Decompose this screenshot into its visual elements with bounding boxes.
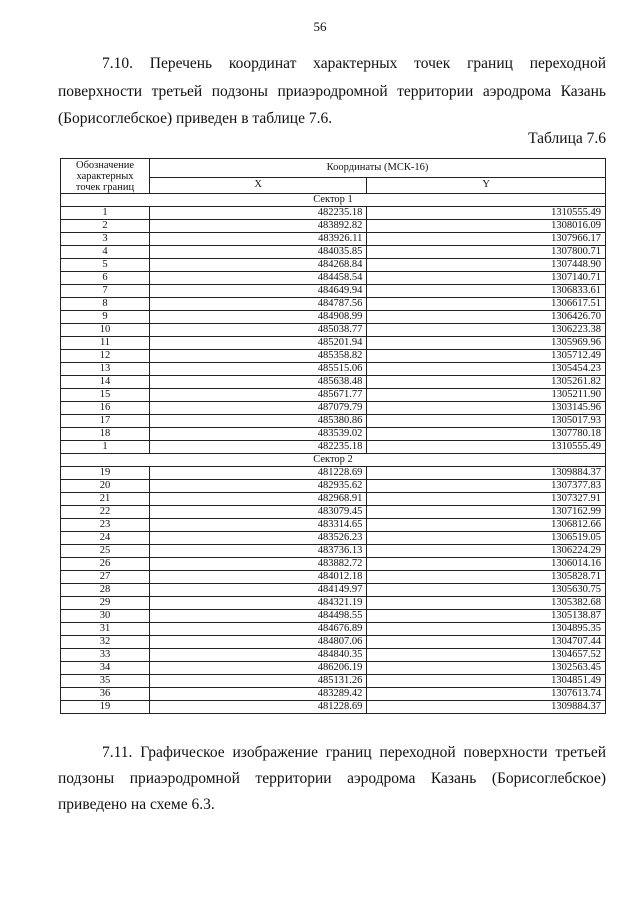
y-coordinate-cell: 1305211.90: [367, 389, 606, 402]
page-number: 56: [313, 19, 327, 34]
point-number-cell: 1: [61, 441, 150, 454]
table-row: [61, 584, 606, 597]
y-coordinate-cell: 1305138.87: [367, 610, 606, 623]
point-number-cell: 31: [61, 623, 150, 636]
y-coordinate-cell: 1307377.83: [367, 480, 606, 493]
x-coordinate-cell: 484268.84: [150, 259, 367, 272]
outro-paragraph: 7.11. Графическое изображение границ переходной поверхности третьей подзоны приаэродромной территории аэродрома Казань (Борисоглебское) приведено на схеме 6.3.: [58, 744, 606, 813]
point-number-cell: 13: [61, 363, 150, 376]
table-row: [61, 532, 606, 545]
sector-title: Сектор 1: [61, 194, 606, 207]
point-number-cell: 3: [61, 233, 150, 246]
intro-paragraph: 7.10. Перечень координат характерных точек границ переходной поверхности третьей подзоны приаэродромной территории аэродрома Казань (Борисоглебское) приведен в таблице 7.6.: [58, 55, 606, 127]
point-number-cell: 22: [61, 506, 150, 519]
point-number-cell: 35: [61, 675, 150, 688]
y-coordinate-cell: 1303145.96: [367, 402, 606, 415]
header-designation: Обозначение характерных точек границ: [61, 159, 150, 194]
point-number-cell: 21: [61, 493, 150, 506]
point-number-cell: 34: [61, 662, 150, 675]
x-coordinate-cell: 487079.79: [150, 402, 367, 415]
y-coordinate-cell: 1302563.45: [367, 662, 606, 675]
point-number-cell: 20: [61, 480, 150, 493]
point-number-cell: 16: [61, 402, 150, 415]
x-coordinate-cell: 484676.89: [150, 623, 367, 636]
table-row: [61, 597, 606, 610]
x-coordinate-cell: 484035.85: [150, 246, 367, 259]
point-number-cell: 30: [61, 610, 150, 623]
point-number-cell: 10: [61, 324, 150, 337]
point-number-cell: 19: [61, 701, 150, 714]
point-number-cell: 19: [61, 467, 150, 480]
table-row: [61, 350, 606, 363]
coordinates-table: [60, 158, 606, 714]
x-coordinate-cell: 485638.48: [150, 376, 367, 389]
table-row: [61, 545, 606, 558]
point-number-cell: 26: [61, 558, 150, 571]
x-coordinate-cell: 484649.94: [150, 285, 367, 298]
x-coordinate-cell: 485515.06: [150, 363, 367, 376]
table-row: [61, 233, 606, 246]
x-coordinate-cell: 485038.77: [150, 324, 367, 337]
point-number-cell: 15: [61, 389, 150, 402]
point-number-cell: 12: [61, 350, 150, 363]
header-x: X: [150, 177, 367, 193]
table-row: [61, 480, 606, 493]
y-coordinate-cell: 1306224.29: [367, 545, 606, 558]
point-number-cell: 1: [61, 207, 150, 220]
x-coordinate-cell: 483926.11: [150, 233, 367, 246]
x-coordinate-cell: 482935.62: [150, 480, 367, 493]
y-coordinate-cell: 1310555.49: [367, 441, 606, 454]
table-row: [61, 649, 606, 662]
x-coordinate-cell: 484321.19: [150, 597, 367, 610]
table-row: [61, 506, 606, 519]
y-coordinate-cell: 1305969.96: [367, 337, 606, 350]
table-row: [61, 428, 606, 441]
x-coordinate-cell: 482235.18: [150, 207, 367, 220]
header-coordinates: Координаты (МСК-16): [150, 159, 606, 178]
x-coordinate-cell: 484807.06: [150, 636, 367, 649]
table-row: [61, 337, 606, 350]
x-coordinate-cell: 485201.94: [150, 337, 367, 350]
sector-header-row: [61, 454, 606, 467]
point-number-cell: 33: [61, 649, 150, 662]
x-coordinate-cell: 481228.69: [150, 467, 367, 480]
table-row: [61, 324, 606, 337]
table-row: [61, 636, 606, 649]
x-coordinate-cell: 484787.56: [150, 298, 367, 311]
x-coordinate-cell: 483079.45: [150, 506, 367, 519]
y-coordinate-cell: 1307613.74: [367, 688, 606, 701]
x-coordinate-cell: 484840.35: [150, 649, 367, 662]
table-row: [61, 376, 606, 389]
table-row: [61, 259, 606, 272]
point-number-cell: 28: [61, 584, 150, 597]
x-coordinate-cell: 485358.82: [150, 350, 367, 363]
point-number-cell: 2: [61, 220, 150, 233]
point-number-cell: 32: [61, 636, 150, 649]
table-row: [61, 220, 606, 233]
table-row: [61, 207, 606, 220]
y-coordinate-cell: 1307966.17: [367, 233, 606, 246]
y-coordinate-cell: 1305828.71: [367, 571, 606, 584]
point-number-cell: 24: [61, 532, 150, 545]
table-row: [61, 246, 606, 259]
y-coordinate-cell: 1307448.90: [367, 259, 606, 272]
y-coordinate-cell: 1304851.49: [367, 675, 606, 688]
y-coordinate-cell: 1307140.71: [367, 272, 606, 285]
y-coordinate-cell: 1305454.23: [367, 363, 606, 376]
y-coordinate-cell: 1305630.75: [367, 584, 606, 597]
y-coordinate-cell: 1306519.05: [367, 532, 606, 545]
x-coordinate-cell: 485380.86: [150, 415, 367, 428]
y-coordinate-cell: 1305017.93: [367, 415, 606, 428]
y-coordinate-cell: 1305261.82: [367, 376, 606, 389]
point-number-cell: 8: [61, 298, 150, 311]
x-coordinate-cell: 482235.18: [150, 441, 367, 454]
table-row: [61, 298, 606, 311]
x-coordinate-cell: 486206.19: [150, 662, 367, 675]
table-row: [61, 519, 606, 532]
y-coordinate-cell: 1304657.52: [367, 649, 606, 662]
point-number-cell: 36: [61, 688, 150, 701]
y-coordinate-cell: 1304707.44: [367, 636, 606, 649]
table-row: [61, 285, 606, 298]
table-row: [61, 662, 606, 675]
x-coordinate-cell: 483882.72: [150, 558, 367, 571]
y-coordinate-cell: 1306426.70: [367, 311, 606, 324]
x-coordinate-cell: 484149.97: [150, 584, 367, 597]
point-number-cell: 29: [61, 597, 150, 610]
point-number-cell: 5: [61, 259, 150, 272]
table-row: [61, 701, 606, 714]
y-coordinate-cell: 1307780.18: [367, 428, 606, 441]
table-row: [61, 441, 606, 454]
point-number-cell: 27: [61, 571, 150, 584]
x-coordinate-cell: 485131.26: [150, 675, 367, 688]
y-coordinate-cell: 1305382.68: [367, 597, 606, 610]
y-coordinate-cell: 1309884.37: [367, 467, 606, 480]
sector-title: Сектор 2: [61, 454, 606, 467]
table-row: [61, 558, 606, 571]
y-coordinate-cell: 1306812.66: [367, 519, 606, 532]
y-coordinate-cell: 1307327.91: [367, 493, 606, 506]
x-coordinate-cell: 483526.23: [150, 532, 367, 545]
point-number-cell: 17: [61, 415, 150, 428]
x-coordinate-cell: 484908.99: [150, 311, 367, 324]
point-number-cell: 11: [61, 337, 150, 350]
table-row: [61, 623, 606, 636]
x-coordinate-cell: 482968.91: [150, 493, 367, 506]
point-number-cell: 14: [61, 376, 150, 389]
point-number-cell: 4: [61, 246, 150, 259]
table-row: [61, 389, 606, 402]
x-coordinate-cell: 485671.77: [150, 389, 367, 402]
table-caption: Таблица 7.6: [528, 130, 606, 147]
y-coordinate-cell: 1307800.71: [367, 246, 606, 259]
header-y: Y: [367, 177, 606, 193]
table-row: [61, 610, 606, 623]
x-coordinate-cell: 483289.42: [150, 688, 367, 701]
table-row: [61, 675, 606, 688]
y-coordinate-cell: 1305712.49: [367, 350, 606, 363]
y-coordinate-cell: 1307162.99: [367, 506, 606, 519]
x-coordinate-cell: 483736.13: [150, 545, 367, 558]
point-number-cell: 25: [61, 545, 150, 558]
x-coordinate-cell: 483892.82: [150, 220, 367, 233]
point-number-cell: 18: [61, 428, 150, 441]
x-coordinate-cell: 483314.65: [150, 519, 367, 532]
table-row: [61, 688, 606, 701]
table-row: [61, 467, 606, 480]
y-coordinate-cell: 1309884.37: [367, 701, 606, 714]
point-number-cell: 9: [61, 311, 150, 324]
table-row: [61, 415, 606, 428]
table-row: [61, 311, 606, 324]
point-number-cell: 7: [61, 285, 150, 298]
x-coordinate-cell: 484458.54: [150, 272, 367, 285]
y-coordinate-cell: 1306833.61: [367, 285, 606, 298]
table-row: [61, 571, 606, 584]
table-body: [61, 194, 606, 714]
table-row: [61, 363, 606, 376]
y-coordinate-cell: 1310555.49: [367, 207, 606, 220]
y-coordinate-cell: 1306223.38: [367, 324, 606, 337]
x-coordinate-cell: 484498.55: [150, 610, 367, 623]
x-coordinate-cell: 483539.02: [150, 428, 367, 441]
y-coordinate-cell: 1306014.16: [367, 558, 606, 571]
point-number-cell: 6: [61, 272, 150, 285]
x-coordinate-cell: 484012.18: [150, 571, 367, 584]
y-coordinate-cell: 1306617.51: [367, 298, 606, 311]
x-coordinate-cell: 481228.69: [150, 701, 367, 714]
y-coordinate-cell: 1304895.35: [367, 623, 606, 636]
table-row: [61, 272, 606, 285]
table-row: [61, 402, 606, 415]
table-row: [61, 493, 606, 506]
y-coordinate-cell: 1308016.09: [367, 220, 606, 233]
sector-header-row: [61, 194, 606, 207]
point-number-cell: 23: [61, 519, 150, 532]
